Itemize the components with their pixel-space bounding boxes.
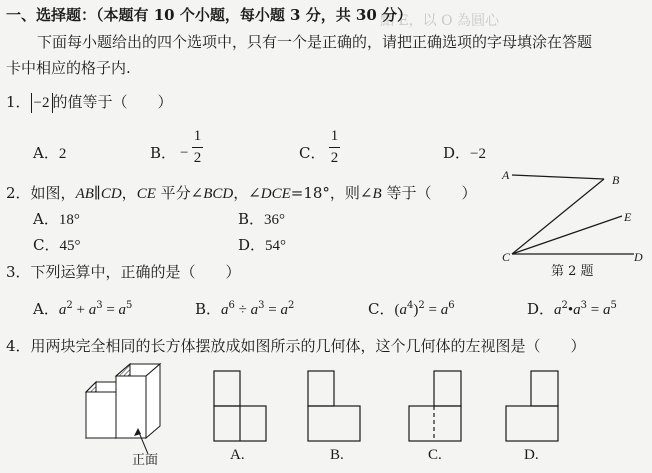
q2-stem-part: ∥ — [93, 184, 101, 202]
q3-option-c[interactable] — [368, 300, 455, 319]
q2-figure-caption: 第 2 题 — [551, 264, 594, 279]
bleed-through-text: 點 E，以 O 為圓心 — [380, 13, 500, 29]
q2-stem-part: ， — [121, 184, 137, 202]
q3-expr-part: a — [118, 302, 127, 318]
q3-option-d[interactable] — [527, 300, 617, 319]
section-intro-line1: 下面每小题给出的四个选项中，只有一个是正确的，请把正确选项的字母填涂在答题 — [37, 33, 593, 51]
q2-stem-part: ，∠ — [233, 184, 261, 202]
q2-stem-part: DCE — [260, 186, 291, 202]
q1-option-c-fraction — [329, 128, 340, 167]
q2-option-c[interactable] — [33, 236, 80, 255]
q3-expr-part: 4 — [406, 300, 414, 311]
q3-option-a[interactable] — [33, 300, 132, 319]
q2-option-d[interactable] — [238, 236, 286, 255]
q3-stem-text: 下列运算中，正确的是（ ） — [30, 263, 241, 281]
q3-expr-part: a — [280, 302, 288, 318]
q3-expr-part: = — [424, 302, 441, 318]
q3-expr-part: ( — [394, 302, 400, 318]
q4-option-b-view[interactable] — [307, 370, 361, 442]
q2-stem-part: =18°，则∠ — [290, 184, 373, 202]
q3-option-c-label: C． — [368, 300, 395, 318]
q3-expr-part: 3 — [580, 300, 588, 311]
q2-option-d-label: D． — [238, 236, 266, 254]
q4-stem-text: 用两块完全相同的长方体摆放成如图所示的几何体，这个几何体的左视图是（ ） — [30, 337, 586, 355]
section-title: 一、选择题：（本题有 10 个小题，每小题 3 分，共 30 分） — [6, 6, 413, 24]
q4-option-d-label[interactable]: D. — [524, 447, 539, 463]
q2-option-b-value: 36° — [264, 212, 286, 228]
q3-expr-part: a — [399, 302, 407, 318]
line-cb — [512, 179, 604, 254]
q3-expr-part: = — [587, 302, 604, 318]
q3-expr-part: a — [88, 302, 97, 318]
q1-option-c-label[interactable]: C． — [299, 144, 326, 162]
q1-stem — [6, 93, 173, 113]
q3-expr-part: = — [102, 302, 119, 318]
q4-option-a-label[interactable]: A. — [230, 447, 245, 463]
q3-expr-part: 5 — [610, 300, 617, 311]
q2-option-a[interactable] — [33, 210, 80, 229]
q2-option-d-value: 54° — [265, 238, 287, 254]
q2-point-a: A — [502, 168, 510, 182]
q3-expr-part: 3 — [258, 300, 265, 311]
q4-option-b-label[interactable]: B. — [330, 447, 344, 463]
q1-option-d[interactable] — [443, 144, 486, 163]
q2-stem-part: AB — [75, 186, 94, 202]
q3-expr-part: • — [567, 302, 574, 318]
q1-option-b-label[interactable]: B． — [150, 144, 177, 162]
q2-option-c-value: 45° — [59, 238, 81, 254]
q2-point-b: B — [612, 173, 620, 187]
q1-option-d-label: D． — [443, 144, 471, 162]
q2-point-d: D — [634, 250, 643, 264]
q2-option-a-label: A． — [33, 210, 59, 228]
q1-number: 1． — [6, 93, 31, 111]
q3-expr-part: 5 — [126, 300, 133, 311]
q1-option-a-value: 2 — [58, 146, 67, 162]
q3-number: 3． — [6, 263, 31, 281]
q2-stem-part: B — [372, 186, 382, 202]
q2-stem — [6, 184, 476, 203]
q4-option-a-view[interactable] — [213, 370, 267, 442]
q3-expr-part: 6 — [228, 300, 235, 311]
line-ab — [512, 175, 604, 179]
q2-option-a-value: 18° — [58, 212, 80, 228]
q4-number: 4． — [6, 337, 31, 355]
q3-expr-part: a — [603, 302, 611, 318]
q4-stem — [6, 337, 586, 355]
q3-option-d-label: D． — [527, 300, 555, 318]
q3-expr-part: 2 — [561, 300, 568, 311]
section-intro-line2: 卡中相应的格子内. — [6, 59, 131, 77]
q3-expr-part: a — [58, 302, 67, 318]
q3-expr-part: ) — [413, 302, 419, 318]
q2-stem-part: 等于（ ） — [381, 184, 477, 202]
q3-option-a-label: A． — [33, 300, 59, 318]
q3-expr-part: = — [264, 302, 281, 318]
q2-stem-part: CE — [136, 186, 156, 202]
q3-expr-part: 3 — [96, 300, 103, 311]
q3-stem — [6, 263, 241, 281]
q3-expr-part: a — [250, 302, 259, 318]
q2-option-b-label: B． — [238, 210, 265, 228]
q1-option-b-sign: − — [180, 145, 189, 161]
q2-point-c: C — [502, 250, 511, 264]
q2-stem-part: 平分∠ — [155, 184, 204, 202]
q1-option-b-fraction — [192, 128, 203, 167]
q3-expr-part: a — [440, 302, 449, 318]
q4-option-c-view[interactable] — [408, 370, 462, 442]
q3-expr-part: a — [554, 302, 562, 318]
q3-option-b[interactable] — [195, 300, 294, 319]
q3-expr-part: 6 — [448, 300, 455, 311]
q2-number: 2． — [6, 184, 31, 202]
q1-stem-tail: 的值等于（ ） — [52, 93, 173, 111]
q2-option-c-label: C． — [33, 236, 60, 254]
q1-option-b-denominator: 2 — [193, 150, 202, 166]
q2-point-e: E — [624, 210, 632, 224]
q1-option-c-numerator: 1 — [330, 128, 339, 144]
q3-expr-part: + — [72, 302, 89, 318]
q4-solid-figure — [82, 362, 192, 462]
q1-abs-value: −2 — [31, 93, 53, 113]
q2-stem-part: 如图， — [30, 184, 76, 202]
q3-expr-part: a — [221, 302, 229, 318]
q2-stem-part: BCD — [203, 186, 234, 202]
q3-expr-part: 2 — [66, 300, 73, 311]
q2-option-b[interactable] — [238, 210, 285, 229]
q3-expr-part: 2 — [418, 300, 425, 311]
q3-expr-part: ÷ — [234, 302, 251, 318]
q4-option-d-view[interactable] — [505, 370, 559, 442]
q1-option-a[interactable] — [33, 144, 66, 163]
q1-option-d-value: −2 — [470, 146, 486, 162]
q1-option-b-numerator: 1 — [193, 128, 202, 144]
q3-expr-part: 2 — [287, 300, 295, 311]
q1-option-a-label: A． — [33, 144, 59, 162]
line-ce — [512, 216, 622, 254]
q4-option-c-label[interactable]: C. — [428, 447, 442, 463]
q2-stem-part: CD — [100, 186, 122, 202]
q3-expr-part: a — [573, 302, 581, 318]
q3-option-b-label: B． — [195, 300, 222, 318]
q1-option-c-denominator: 2 — [330, 150, 339, 166]
q4-front-label: 正面 — [132, 453, 159, 468]
